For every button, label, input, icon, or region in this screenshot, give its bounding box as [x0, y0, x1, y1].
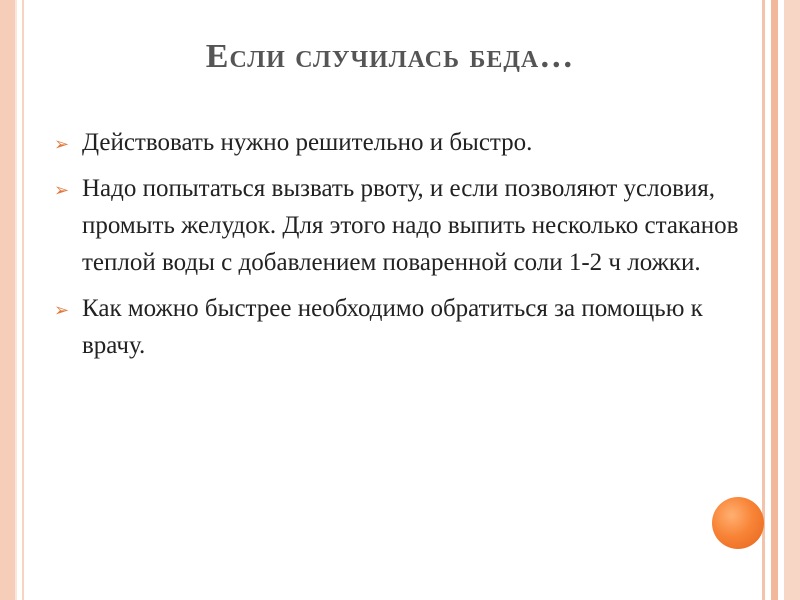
frame-right-stripe-a	[762, 0, 765, 600]
bullet-item	[52, 290, 742, 364]
bullet-text: Надо попытаться вызвать рвоту, и если позволяют условия, промыть желудок. Для этого надо выпить несколько стаканов теплой воды с добавлением поваренной соли 1-2 ч ложки.	[82, 175, 739, 276]
arrow-bullet-icon: ➢	[54, 134, 70, 154]
decorative-orb	[712, 497, 764, 549]
frame-right-stripe-b	[771, 0, 778, 600]
frame-left-line	[22, 0, 24, 600]
bullet-item	[52, 170, 742, 281]
bullet-text: Действовать нужно решительно и быстро.	[82, 129, 533, 156]
bullet-text: Как можно быстрее необходимо обратиться за помощью к врачу.	[82, 295, 703, 359]
frame-left-border	[0, 0, 17, 600]
arrow-bullet-icon: ➢	[54, 300, 70, 320]
frame-right-stripe-c	[784, 0, 800, 600]
bullet-item	[52, 124, 742, 161]
arrow-bullet-icon: ➢	[54, 180, 70, 200]
bullet-list	[52, 124, 742, 373]
slide-title: Если случилась беда…	[205, 38, 575, 75]
